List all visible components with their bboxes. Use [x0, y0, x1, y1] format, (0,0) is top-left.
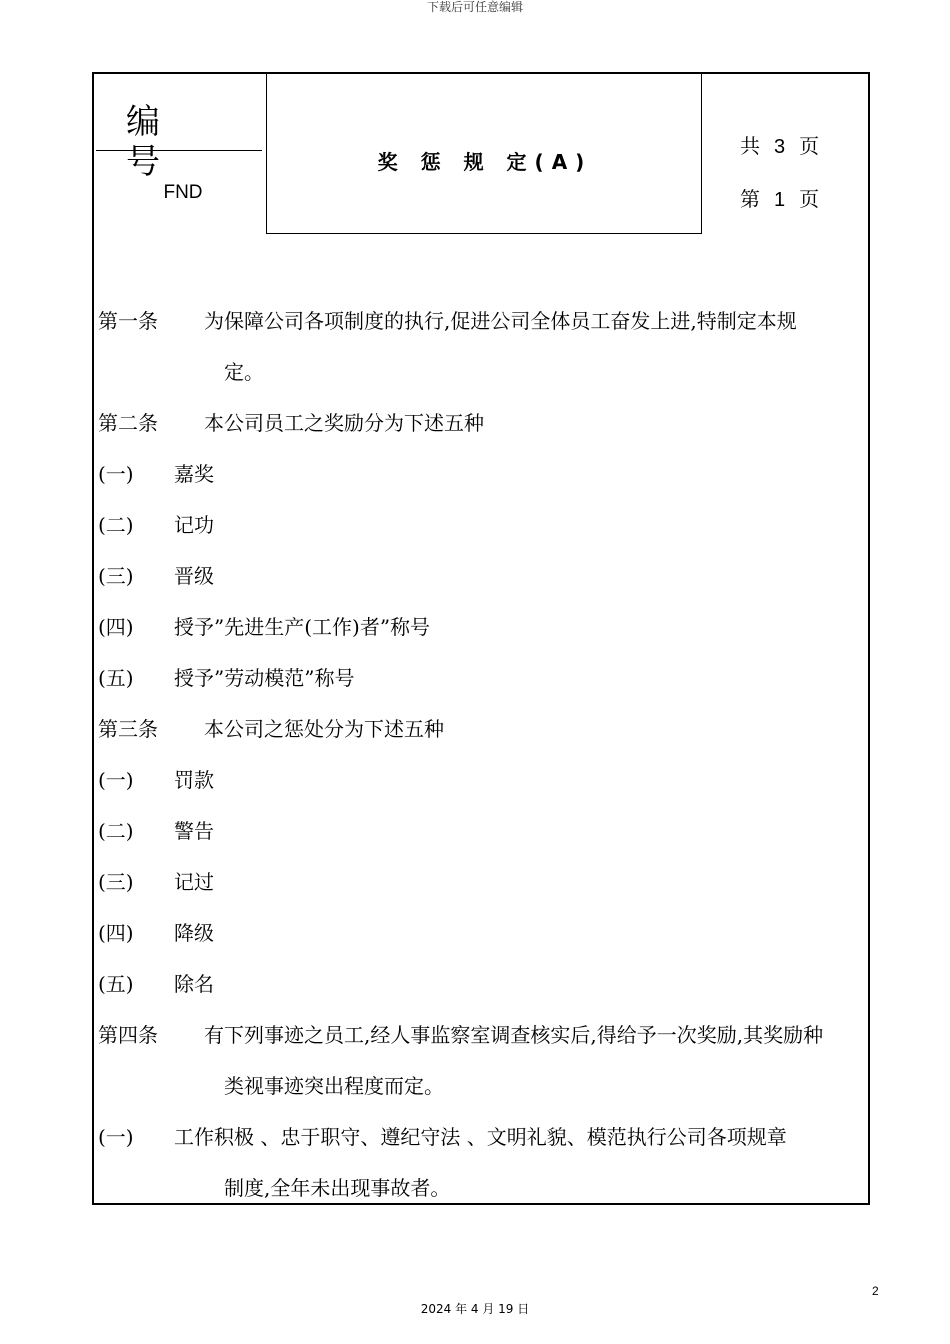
item-number: (三): [98, 564, 134, 588]
clause-text: 记功: [174, 513, 214, 537]
number-label: 编号: [126, 102, 198, 182]
document-frame: [92, 72, 870, 1205]
clause-paragraph: [98, 755, 868, 806]
article-number: 第一条: [98, 309, 158, 333]
total-pages-prefix: 共: [740, 134, 760, 158]
total-pages-value: 3: [774, 136, 786, 158]
clause-paragraph: [98, 908, 868, 959]
item-number: (二): [98, 819, 134, 843]
item-number: (二): [98, 513, 134, 537]
clause-continuation: 类视事迹突出程度而定。: [224, 1074, 444, 1098]
clause-text: 记过: [174, 870, 214, 894]
clause-continuation: 制度,全年未出现事故者。: [224, 1176, 451, 1200]
article-number: 第三条: [98, 717, 158, 741]
regulation-body: [98, 296, 868, 1214]
clause-text: 授予”先进生产(工作)者”称号: [174, 615, 431, 639]
article-number: 第四条: [98, 1023, 158, 1047]
item-number: (五): [98, 666, 134, 690]
clause-paragraph: [98, 1112, 868, 1214]
footer-date: 2024 年 4 月 19 日: [420, 1302, 530, 1316]
download-note: 下载后可任意编辑: [426, 0, 523, 14]
header-number-cell: [94, 74, 266, 234]
header-page-cell: [740, 120, 819, 226]
clause-paragraph: [98, 959, 868, 1010]
clause-paragraph: [98, 653, 868, 704]
current-page-prefix: 第: [740, 187, 760, 211]
clause-continuation: 定。: [224, 360, 264, 384]
current-page-suffix: 页: [799, 187, 820, 211]
total-pages-suffix: 页: [799, 134, 820, 158]
article-number: 第二条: [98, 411, 158, 435]
clause-paragraph: [98, 602, 868, 653]
clause-paragraph: [98, 1010, 868, 1112]
clause-text: 有下列事迹之员工,经人事监察室调查核实后,得给予一次奖励,其奖励种: [204, 1023, 824, 1047]
clause-text: 警告: [174, 819, 214, 843]
item-number: (一): [98, 462, 134, 486]
clause-paragraph: [98, 449, 868, 500]
current-page-value: 1: [774, 189, 786, 211]
clause-text: 降级: [174, 921, 214, 945]
total-pages-row: [740, 120, 819, 173]
item-number: (五): [98, 972, 134, 996]
clause-text: 为保障公司各项制度的执行,促进公司全体员工奋发上进,特制定本规: [204, 309, 797, 333]
clause-text: 工作积极 、忠于职守、遵纪守法 、文明礼貌、模范执行公司各项规章: [174, 1125, 787, 1149]
header-title-cell: [266, 72, 702, 234]
clause-paragraph: [98, 398, 868, 449]
clause-paragraph: [98, 806, 868, 857]
clause-text: 授予”劳动模范”称号: [174, 666, 355, 690]
page-number: 2: [872, 1284, 879, 1298]
clause-paragraph: [98, 704, 868, 755]
item-number: (四): [98, 615, 134, 639]
clause-paragraph: [98, 500, 868, 551]
item-number: (四): [98, 921, 134, 945]
clause-text: 本公司员工之奖励分为下述五种: [204, 411, 484, 435]
clause-text: 嘉奖: [174, 462, 214, 486]
clause-text: 罚款: [174, 768, 214, 792]
document-code: FND: [163, 182, 203, 203]
clause-paragraph: [98, 857, 868, 908]
current-page-row: [740, 173, 819, 226]
header-divider: [96, 150, 262, 151]
item-number: (一): [98, 768, 134, 792]
clause-text: 本公司之惩处分为下述五种: [204, 717, 444, 741]
document-title: 奖 惩 规 定(A): [377, 150, 593, 174]
clause-text: 除名: [174, 972, 214, 996]
clause-paragraph: [98, 551, 868, 602]
item-number: (一): [98, 1125, 134, 1149]
item-number: (三): [98, 870, 134, 894]
clause-text: 晋级: [174, 564, 214, 588]
clause-paragraph: [98, 296, 868, 398]
